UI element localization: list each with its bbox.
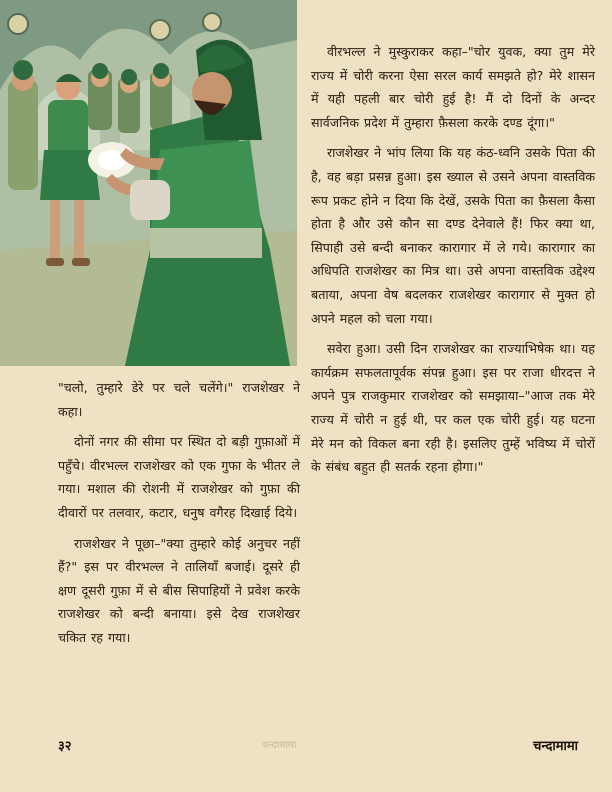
paragraph: राजशेखर ने भांप लिया कि यह कंठ-ध्वनि उसके पिता की है, वह बड़ा प्रसन्न हुआ। इस ख्याल से उसने अपना वास्तविक रूप प्रकट होने न दिया कि देखें, उसके पिता का फ़ैसला कैसा होता है और उसे कौन सा दण्ड देनेवाले हैं! फिर क्या था, सिपाही उसे बन्दी बनाकर कारागार में ले गये। कारागार का अधिपति राजशेखर का मित्र था। उसे अपना वास्तविक उद्देश्य बताया, अपना वेष बदलकर राजशेखर कारागार से मुक्त हो अपने महल को चला गया। [311,145,595,326]
paragraph: वीरभल्ल ने मुस्कुराकर कहा–"चोर युवक, क्या तुम मेरे राज्य में चोरी करना ऐसा सरल कार्य समझते हो? मेरे शासन में यही पहली बार चोरी हुई है! मैं दो दिनों के अन्दर सार्वजनिक प्रदेश में तुम्हारा फ़ैसला करके दण्ड दूंगा।" [311,44,595,130]
paragraph: राजशेखर ने पूछा–"क्या तुम्हारे कोई अनुचर नहीं हैं?" इस पर वीरभल्ल ने तालियाँ बजाई। दूसरे ही क्षण दूसरी गुफ़ा में से बीस सिपाहियों ने प्रवेश करके राजशेखर को बन्दी बनाया। इसे देख राजशेखर चकित रह गया। [58,535,300,645]
running-head: चन्दामामा [262,740,297,751]
paragraph: सवेरा हुआ। उसी दिन राजशेखर का राज्याभिषेक था। यह कार्यक्रम सफलतापूर्वक संपन्न हुआ। इस पर राजा धीरदत्त ने अपने पुत्र राजकुमार राजशेखर को समझाया–"आज तक मेरे राज्य में चोरी न हुई थी, पर कल एक चोरी हुई। यह घटना मेरे मन को विकल बना रही है। इसलिए तुम्हें भविष्य में चोरों के संबंध बहुत ही सतर्क रहना होगा।" [311,341,595,475]
story-illustration-icon [0,0,297,366]
right-column [311,40,595,479]
story-illustration [0,0,297,366]
left-column [58,376,300,650]
page-number: ३२ [58,739,72,754]
paragraph: "चलो, तुम्हारे डेरे पर चले चलेंगे।" राजशेखर ने कहा। [58,380,300,419]
magazine-name: चन्दामामा [533,739,578,754]
paragraph: दोनों नगर की सीमा पर स्थित दो बड़ी गुफ़ाओं में पहुँचे। वीरभल्ल राजशेखर को एक गुफा के भीतर ले गया। मशाल की रोशनी में राजशेखर को गुफ़ा की दीवारों पर तलवार, कटार, धनुष वगैरह दिखाई दिये। [58,434,300,520]
